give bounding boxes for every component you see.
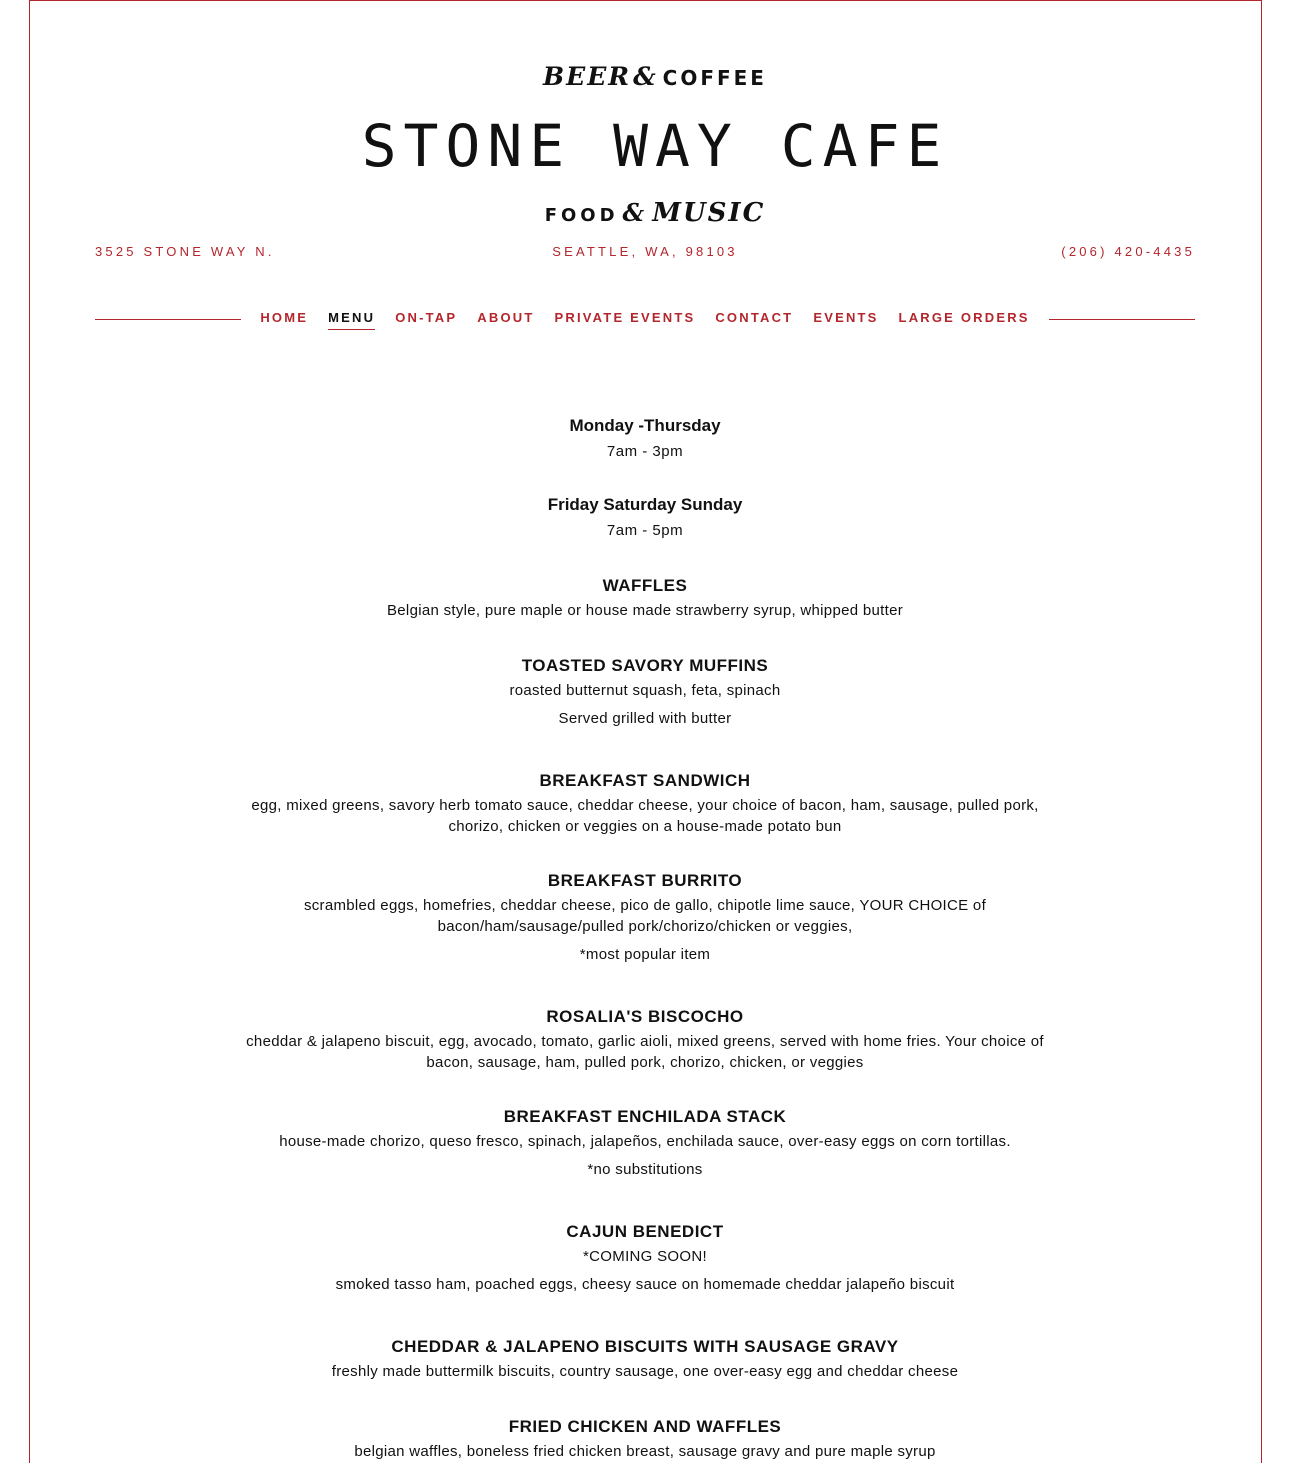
menu-item [0, 652, 1290, 729]
menu-item-title: FRIED CHICKEN AND WAFFLES [508, 1417, 782, 1436]
hours-time: 7am - 3pm [606, 443, 684, 460]
menu-item-title: ROSALIA'S BISCOCHO [546, 1007, 744, 1026]
menu-item-desc: Belgian style, pure maple or house made strawberry syrup, whipped butter [386, 602, 904, 619]
nav-on-tap[interactable]: ON-TAP [395, 310, 458, 325]
menu-item-desc: scrambled eggs, homefries, cheddar cheese, pico de gallo, chipotle lime sauce, YOUR CHOICE of bacon/ham/sausage/pulled pork/chorizo/chicken or veggies, [303, 897, 987, 935]
menu-item-title: BREAKFAST ENCHILADA STACK [503, 1107, 787, 1126]
nav-home[interactable]: HOME [260, 310, 309, 325]
menu-item [0, 1413, 1290, 1462]
menu-item [0, 572, 1290, 621]
logo-beer: BEER [543, 62, 632, 91]
logo-music: MUSIC [652, 198, 766, 228]
menu-item-desc: egg, mixed greens, savory herb tomato sauce, cheddar cheese, your choice of bacon, ham, sausage, pulled pork, chorizo, chicken or veggies on a house-made potato bun [251, 797, 1039, 835]
menu-item-note: Served grilled with butter [558, 710, 732, 727]
logo-tagline-bottom [0, 198, 1310, 228]
hours-days: Monday -Thursday [569, 416, 721, 435]
address-text: 3525 STONE WAY N. [95, 244, 275, 259]
logo-tagline-top [0, 62, 1310, 91]
city-text: SEATTLE, WA, 98103 [552, 244, 738, 259]
menu-item-note: *most popular item [579, 946, 711, 963]
phone-link[interactable]: (206) 420-4435 [1061, 244, 1195, 259]
menu-item [0, 1333, 1290, 1382]
nav-about[interactable]: ABOUT [477, 310, 535, 325]
hours-time: 7am - 5pm [606, 522, 684, 539]
logo-amp-top: & [633, 62, 659, 91]
menu-item-desc: cheddar & jalapeno biscuit, egg, avocado, tomato, garlic aioli, mixed greens, served with home fries. Your choice of bacon, sausage, ham, pulled pork, chorizo, chicken, or veggies [246, 1033, 1044, 1071]
menu-item [0, 1103, 1290, 1180]
menu-item-desc: *COMING SOON! [583, 1248, 707, 1265]
menu-item-title: BREAKFAST BURRITO [547, 871, 743, 890]
menu-item [0, 767, 1290, 837]
nav-menu[interactable]: MENU [328, 310, 375, 330]
menu-item [0, 867, 1290, 965]
logo-coffee: COFFEE [662, 66, 767, 90]
logo-food: FOOD [544, 205, 619, 226]
hours-block [0, 491, 1290, 543]
menu-item-title: TOASTED SAVORY MUFFINS [521, 656, 769, 675]
nav-events[interactable]: EVENTS [813, 310, 879, 325]
menu-content [0, 412, 1290, 1462]
menu-item-title: CHEDDAR & JALAPENO BISCUITS WITH SAUSAGE GRAVY [391, 1337, 899, 1356]
menu-item-desc: freshly made buttermilk biscuits, country sausage, one over-easy egg and cheddar cheese [331, 1363, 959, 1380]
main-nav [250, 310, 1040, 330]
nav-divider-left [95, 319, 241, 320]
hours-days: Friday Saturday Sunday [547, 495, 743, 514]
nav-private-events[interactable]: PRIVATE EVENTS [554, 310, 696, 325]
logo-amp-bottom: & [622, 198, 649, 227]
nav-large-orders[interactable]: LARGE ORDERS [898, 310, 1030, 325]
hours-block [0, 412, 1290, 464]
menu-item-desc: roasted butternut squash, feta, spinach [509, 682, 781, 699]
menu-item [0, 1003, 1290, 1073]
menu-item-note: *no substitutions [587, 1161, 703, 1178]
logo-title[interactable]: STONE WAY CAFE [361, 112, 949, 180]
menu-item-title: BREAKFAST SANDWICH [539, 771, 751, 790]
nav-contact[interactable]: CONTACT [715, 310, 794, 325]
menu-item [0, 1218, 1290, 1295]
menu-item-title: WAFFLES [602, 576, 688, 595]
menu-item-desc: house-made chorizo, queso fresco, spinach, jalapeños, enchilada sauce, over-easy eggs on corn tortillas. [279, 1133, 1011, 1150]
menu-item-desc: belgian waffles, boneless fried chicken breast, sausage gravy and pure maple syrup [354, 1443, 936, 1460]
menu-item-title: CAJUN BENEDICT [566, 1222, 724, 1241]
menu-item-note: smoked tasso ham, poached eggs, cheesy sauce on homemade cheddar jalapeño biscuit [335, 1276, 955, 1293]
nav-divider-right [1049, 319, 1195, 320]
